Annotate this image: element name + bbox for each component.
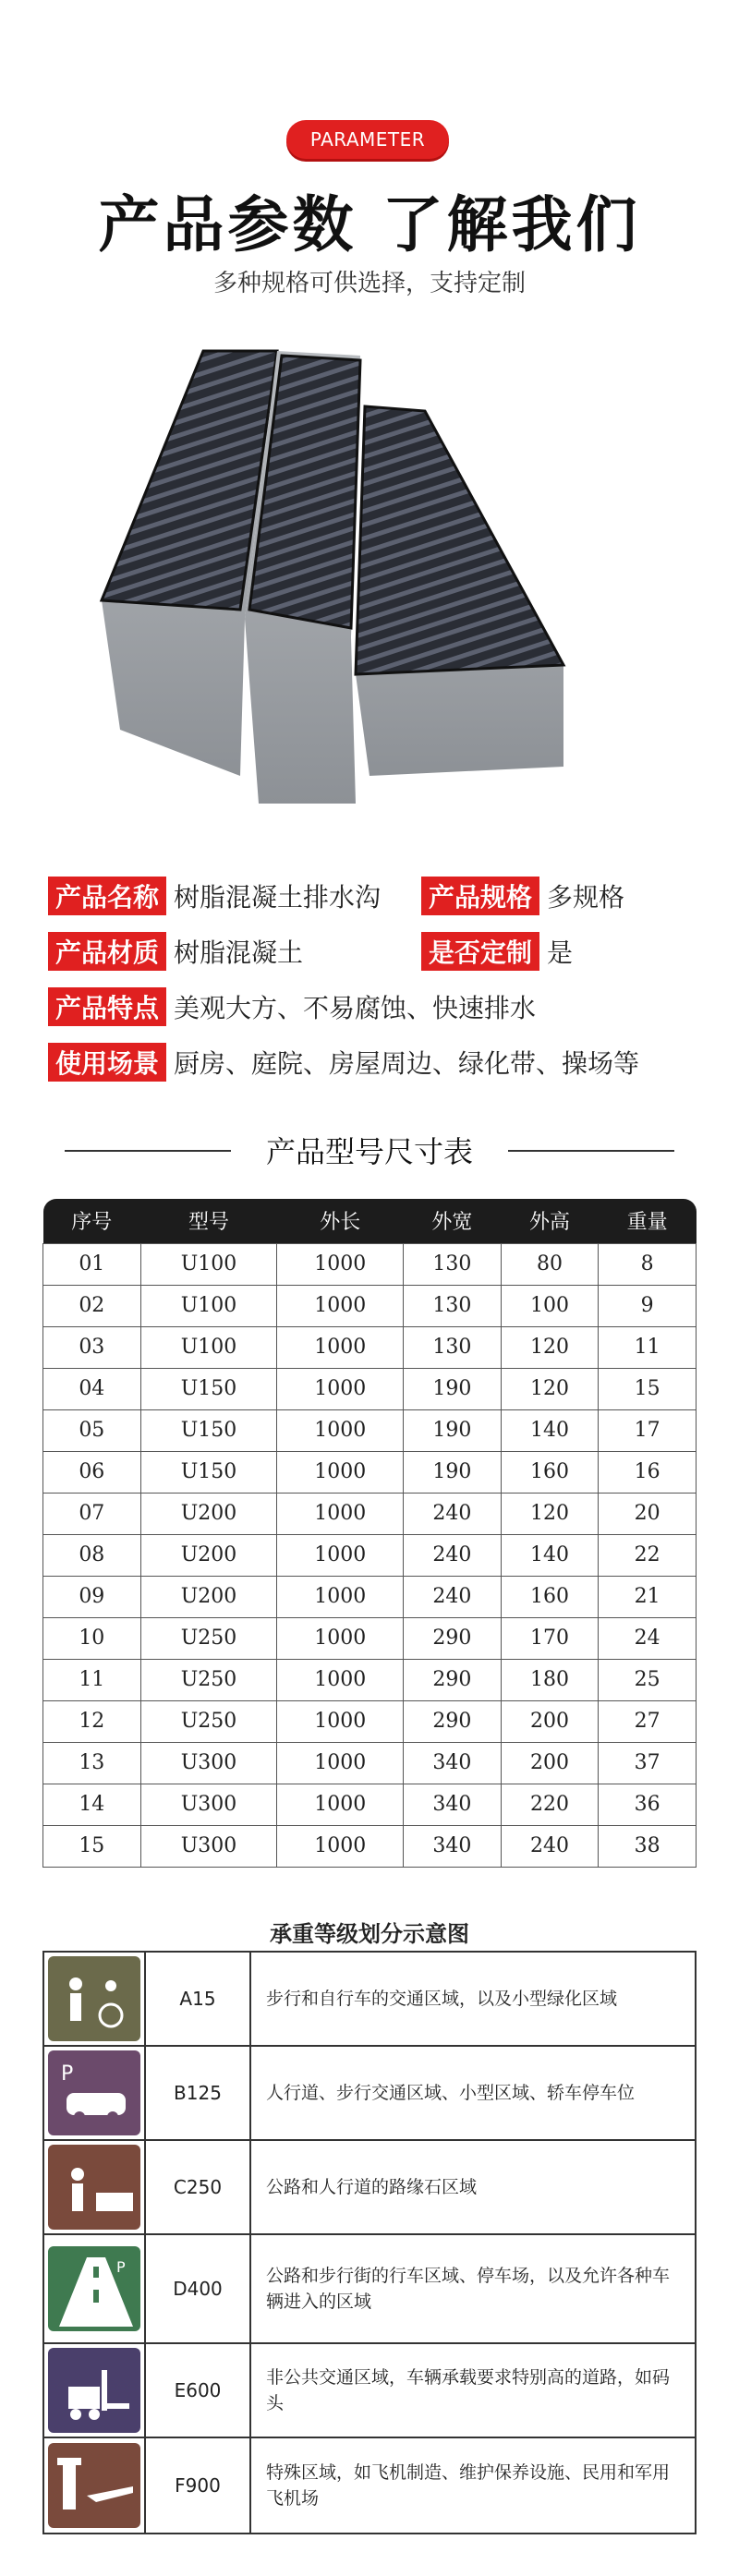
table-row <box>43 1534 697 1576</box>
load-icon-cell <box>43 1952 145 2046</box>
table-cell: 190 <box>404 1368 502 1409</box>
table-cell: 180 <box>501 1659 599 1700</box>
table-cell: 14 <box>43 1784 141 1825</box>
table-cell: U150 <box>140 1368 277 1409</box>
load-table-title: 承重等级划分示意图 <box>270 1921 469 1947</box>
table-cell: 1000 <box>277 1534 404 1576</box>
table-cell: 9 <box>599 1285 697 1326</box>
table-cell: U300 <box>140 1742 277 1784</box>
size-table <box>42 1199 697 1868</box>
load-icon-cell <box>43 2140 145 2234</box>
table-cell: 01 <box>43 1243 141 1285</box>
table-cell: U100 <box>140 1243 277 1285</box>
table-cell: 200 <box>501 1700 599 1742</box>
forklift-icon <box>48 2348 140 2433</box>
table-cell: 100 <box>501 1285 599 1326</box>
spec-row-custom <box>421 931 573 972</box>
spec-row-material <box>48 931 303 972</box>
table-cell: U100 <box>140 1326 277 1368</box>
table-cell: 130 <box>404 1326 502 1368</box>
table-cell: 22 <box>599 1534 697 1576</box>
table-row <box>43 1285 697 1326</box>
table-cell: 05 <box>43 1409 141 1451</box>
load-class-row <box>43 2234 696 2343</box>
table-row <box>43 1784 697 1825</box>
table-cell: 1000 <box>277 1368 404 1409</box>
table-row <box>43 1243 697 1285</box>
table-row <box>43 1493 697 1534</box>
size-col-header: 外高 <box>501 1199 599 1243</box>
table-cell: U200 <box>140 1576 277 1617</box>
table-cell: 09 <box>43 1576 141 1617</box>
table-cell: 240 <box>501 1825 599 1867</box>
table-cell: U200 <box>140 1493 277 1534</box>
table-cell: 02 <box>43 1285 141 1326</box>
load-class-desc: 非公共交通区域，车辆承载要求特别高的道路，如码头 <box>250 2343 696 2437</box>
table-cell: 340 <box>404 1742 502 1784</box>
table-cell: 37 <box>599 1742 697 1784</box>
load-class-label: D400 <box>145 2234 250 2343</box>
curb-pedestrian-icon <box>48 2145 140 2230</box>
table-cell: 11 <box>43 1659 141 1700</box>
spec-row-name <box>48 876 381 916</box>
table-row <box>43 1326 697 1368</box>
table-cell: 1000 <box>277 1409 404 1451</box>
load-class-label: C250 <box>145 2140 250 2234</box>
load-class-row <box>43 2437 696 2534</box>
table-row <box>43 1576 697 1617</box>
load-icon-cell <box>43 2046 145 2140</box>
spec-value-name: 树脂混凝土排水沟 <box>174 882 382 913</box>
table-row <box>43 1659 697 1700</box>
table-cell: 120 <box>501 1493 599 1534</box>
svg-text:P: P <box>116 2258 126 2276</box>
spec-row-spec <box>421 876 624 916</box>
parking-car-icon <box>48 2050 140 2135</box>
spec-label-spec: 产品规格 <box>421 877 539 915</box>
table-cell: U300 <box>140 1825 277 1867</box>
table-cell: 25 <box>599 1659 697 1700</box>
table-cell: 1000 <box>277 1451 404 1493</box>
load-class-label: F900 <box>145 2437 250 2534</box>
table-cell: 240 <box>404 1493 502 1534</box>
size-table-title: 产品型号尺寸表 <box>265 1134 473 1169</box>
load-icon-cell <box>43 2437 145 2534</box>
load-class-row <box>43 2140 696 2234</box>
table-cell: 36 <box>599 1784 697 1825</box>
load-icon-cell <box>43 2234 145 2343</box>
table-cell: 10 <box>43 1617 141 1659</box>
table-cell: 130 <box>404 1243 502 1285</box>
spec-row-feature <box>48 986 536 1027</box>
table-cell: 06 <box>43 1451 141 1493</box>
table-cell: 8 <box>599 1243 697 1285</box>
table-cell: U100 <box>140 1285 277 1326</box>
table-cell: 11 <box>599 1326 697 1368</box>
load-class-desc: 公路和步行街的行车区域、停车场，以及允许各种车辆进入的区域 <box>250 2234 696 2343</box>
table-cell: 1000 <box>277 1784 404 1825</box>
table-cell: 170 <box>501 1617 599 1659</box>
table-cell: 140 <box>501 1409 599 1451</box>
table-cell: 20 <box>599 1493 697 1534</box>
load-class-desc: 步行和自行车的交通区域，以及小型绿化区域 <box>250 1952 696 2046</box>
size-col-header: 外宽 <box>404 1199 502 1243</box>
load-class-row <box>43 2046 696 2140</box>
size-table-header <box>43 1199 697 1243</box>
divider-right <box>508 1150 674 1152</box>
table-cell: 04 <box>43 1368 141 1409</box>
table-cell: 12 <box>43 1700 141 1742</box>
spec-label-custom: 是否定制 <box>421 932 539 971</box>
table-cell: 200 <box>501 1742 599 1784</box>
spec-label-scene: 使用场景 <box>48 1043 166 1082</box>
spec-label-material: 产品材质 <box>48 932 166 971</box>
load-class-desc: 公路和人行道的路缘石区域 <box>250 2140 696 2234</box>
load-class-label: B125 <box>145 2046 250 2140</box>
table-cell: 07 <box>43 1493 141 1534</box>
spec-value-feature: 美观大方、不易腐蚀、快速排水 <box>174 993 537 1023</box>
size-col-header: 重量 <box>599 1199 697 1243</box>
airport-icon <box>48 2443 140 2528</box>
table-cell: 160 <box>501 1451 599 1493</box>
load-class-desc: 人行道、步行交通区域、小型区域、轿车停车位 <box>250 2046 696 2140</box>
table-cell: 290 <box>404 1617 502 1659</box>
table-cell: 1000 <box>277 1285 404 1326</box>
table-cell: 17 <box>599 1409 697 1451</box>
table-cell: 21 <box>599 1576 697 1617</box>
table-cell: 1000 <box>277 1493 404 1534</box>
table-cell: 120 <box>501 1326 599 1368</box>
table-cell: 15 <box>43 1825 141 1867</box>
parameter-badge: PARAMETER <box>286 120 449 159</box>
table-cell: 220 <box>501 1784 599 1825</box>
table-cell: 1000 <box>277 1825 404 1867</box>
spec-value-scene: 厨房、庭院、房屋周边、绿化带、操场等 <box>174 1048 640 1079</box>
table-cell: U150 <box>140 1409 277 1451</box>
table-cell: 1000 <box>277 1576 404 1617</box>
table-cell: 1000 <box>277 1243 404 1285</box>
load-class-desc: 特殊区域，如飞机制造、维护保养设施、民用和军用飞机场 <box>250 2437 696 2534</box>
table-cell: 140 <box>501 1534 599 1576</box>
table-cell: 15 <box>599 1368 697 1409</box>
table-cell: 16 <box>599 1451 697 1493</box>
table-cell: 13 <box>43 1742 141 1784</box>
table-cell: U150 <box>140 1451 277 1493</box>
table-cell: U250 <box>140 1659 277 1700</box>
size-col-header: 型号 <box>140 1199 277 1243</box>
table-cell: 240 <box>404 1534 502 1576</box>
table-cell: 120 <box>501 1368 599 1409</box>
table-cell: 03 <box>43 1326 141 1368</box>
table-row <box>43 1409 697 1451</box>
product-photo <box>83 342 656 822</box>
load-class-row <box>43 1952 696 2046</box>
pedestrian-cyclist-icon <box>48 1956 140 2041</box>
page-title: 产品参数 了解我们 <box>98 189 641 260</box>
spec-value-custom: 是 <box>547 937 574 968</box>
table-cell: 27 <box>599 1700 697 1742</box>
table-cell: U300 <box>140 1784 277 1825</box>
table-cell: 24 <box>599 1617 697 1659</box>
spec-value-spec: 多规格 <box>547 882 625 913</box>
size-col-header: 序号 <box>43 1199 141 1243</box>
table-row <box>43 1368 697 1409</box>
load-class-label: A15 <box>145 1952 250 2046</box>
table-row <box>43 1742 697 1784</box>
table-cell: 240 <box>404 1576 502 1617</box>
table-cell: 1000 <box>277 1700 404 1742</box>
table-cell: 38 <box>599 1825 697 1867</box>
table-row <box>43 1617 697 1659</box>
table-cell: 190 <box>404 1451 502 1493</box>
table-cell: 340 <box>404 1825 502 1867</box>
table-cell: 290 <box>404 1700 502 1742</box>
spec-value-material: 树脂混凝土 <box>174 937 304 968</box>
table-cell: 130 <box>404 1285 502 1326</box>
road-icon <box>48 2246 140 2331</box>
load-icon-cell <box>43 2343 145 2437</box>
table-cell: 160 <box>501 1576 599 1617</box>
table-cell: 1000 <box>277 1326 404 1368</box>
table-cell: 1000 <box>277 1659 404 1700</box>
spec-label-name: 产品名称 <box>48 877 166 915</box>
table-cell: 80 <box>501 1243 599 1285</box>
page-subtitle: 多种规格可供选择，支持定制 <box>212 270 526 297</box>
svg-text:P: P <box>61 2062 74 2086</box>
table-cell: 1000 <box>277 1617 404 1659</box>
table-cell: 1000 <box>277 1742 404 1784</box>
spec-row-scene <box>48 1042 639 1082</box>
table-row <box>43 1825 697 1867</box>
spec-label-feature: 产品特点 <box>48 987 166 1026</box>
load-class-table <box>42 1951 697 2534</box>
table-cell: 290 <box>404 1659 502 1700</box>
load-class-row <box>43 2343 696 2437</box>
table-cell: 190 <box>404 1409 502 1451</box>
size-col-header: 外长 <box>277 1199 404 1243</box>
table-row <box>43 1451 697 1493</box>
table-cell: U200 <box>140 1534 277 1576</box>
table-cell: 08 <box>43 1534 141 1576</box>
load-class-label: E600 <box>145 2343 250 2437</box>
table-row <box>43 1700 697 1742</box>
table-cell: 340 <box>404 1784 502 1825</box>
table-cell: U250 <box>140 1617 277 1659</box>
table-cell: U250 <box>140 1700 277 1742</box>
